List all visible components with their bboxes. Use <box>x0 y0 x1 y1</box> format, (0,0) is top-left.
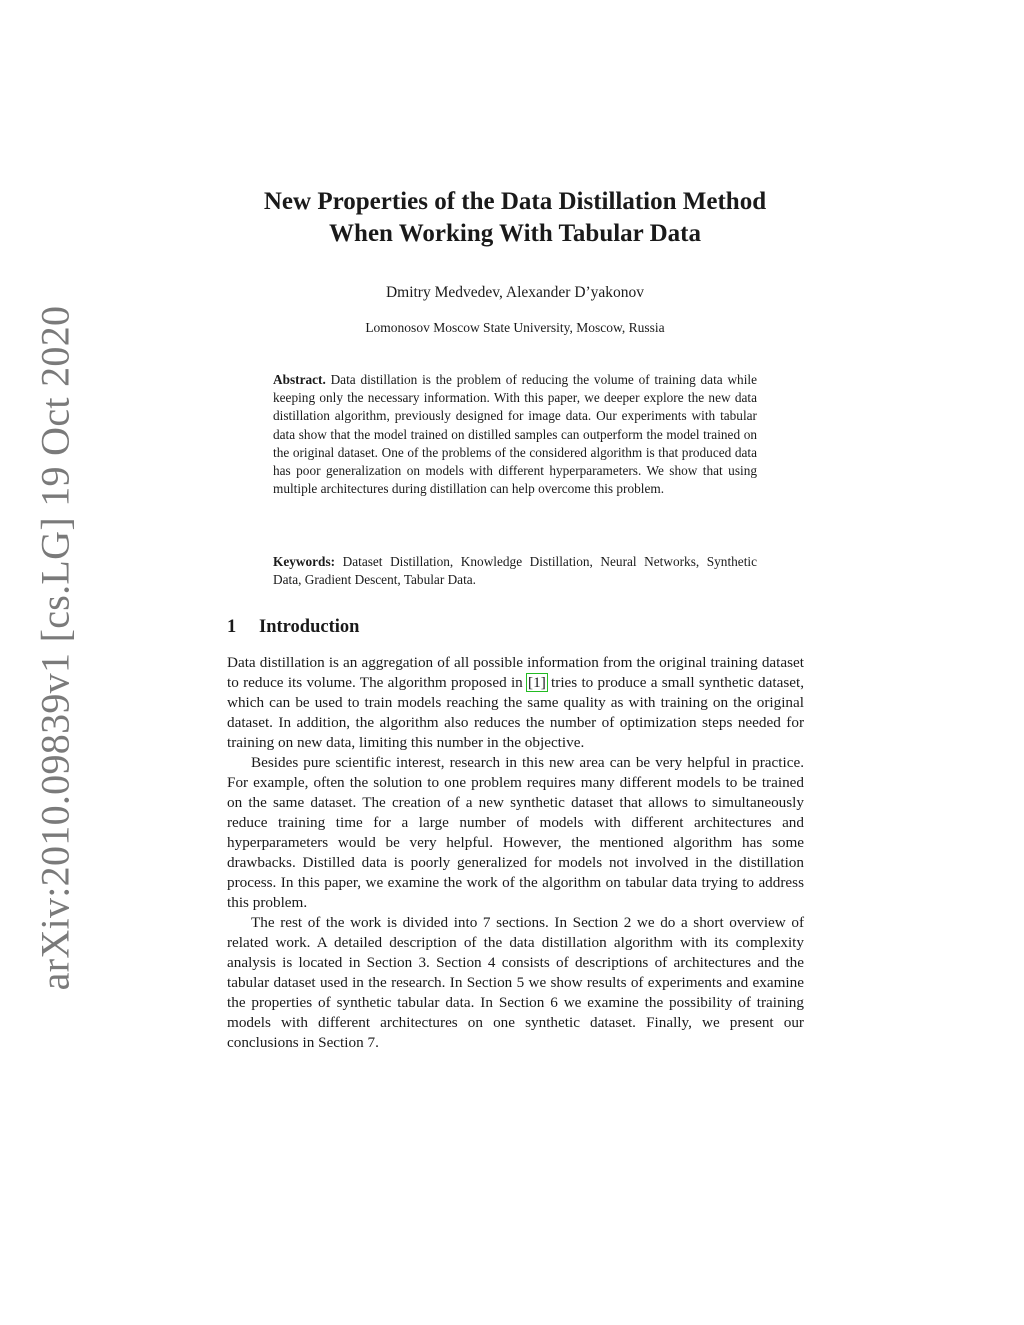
intro-paragraph-3: The rest of the work is divided into 7 sections. In Section 2 we do a short overview of related work. A detailed description of the data distillation algorithm with its complexity analysis is located in Section 3. Section 4 consists of descriptions of architectures and the tabular dataset used in the research. In Section 5 we show results of experiments and examine the properties of synthetic tabular data. In Section 6 we examine the possibility of training models with different architectures on one synthetic dataset. Finally, we present our conclusions in Section 7. <box>227 914 804 1051</box>
section-number: 1 <box>227 617 237 637</box>
abstract-label: Abstract. <box>273 372 326 387</box>
intro-paragraph-1-start: Data distillation is an aggregation of all possible information from the original training dataset to reduce its volume. The algorithm proposed in <box>227 654 804 691</box>
arxiv-identifier: arXiv:2010.09839v1 [cs.LG] 19 Oct 2020 <box>32 305 78 991</box>
abstract <box>273 371 757 498</box>
intro-paragraph-1-end: tries to produce a small synthetic dataset, which can be used to train models reaching the same quality as with training on the original dataset. In addition, the algorithm also reduces the number of optimization steps needed for training on new data, limiting this number in the objective. <box>227 674 804 751</box>
keywords-text: Dataset Distillation, Knowledge Distillation, Neural Networks, Synthetic Data, Gradient Descent, Tabular Data. <box>273 554 757 588</box>
title-line-2: When Working With Tabular Data <box>329 220 701 247</box>
section-heading-introduction <box>227 617 359 638</box>
authors: Dmitry Medvedev, Alexander D’yakonov <box>385 284 645 301</box>
section-title: Introduction <box>259 617 360 637</box>
affiliation: Lomonosov Moscow State University, Moscow, Russia <box>365 320 665 335</box>
keywords-label: Keywords: <box>273 554 336 569</box>
paper-title <box>180 186 850 250</box>
abstract-text: Data distillation is the problem of reducing the volume of training data while keeping only the necessary information. With this paper, we deeper explore the new data distillation algorithm, previously designed for image data. Our experiments with tabular data show that the model trained on distilled samples can outperform the model trained on the original dataset. One of the problems of the considered algorithm is that produced data has poor generalization on models with different hyperparameters. We show that using multiple architectures during distillation can help overcome this problem. <box>273 372 757 497</box>
citation-link[interactable]: [1] <box>528 674 546 691</box>
intro-paragraph-1 <box>227 653 804 753</box>
introduction-body <box>227 653 804 1053</box>
keywords <box>273 553 757 589</box>
title-line-1: New Properties of the Data Distillation Method <box>263 188 767 215</box>
intro-paragraph-2: Besides pure scientific interest, research in this new area can be very helpful in practice. For example, often the solution to one problem requires many different models to be trained on the same dataset. The creation of a new synthetic dataset that allows to simultaneously reduce training time for a large number of models with different architectures and hyperparameters would be very helpful. However, the mentioned algorithm has some drawbacks. Distilled data is poorly generalized for models not involved in the distillation process. In this paper, we examine the work of the algorithm on tabular data trying to address this problem. <box>227 754 804 911</box>
